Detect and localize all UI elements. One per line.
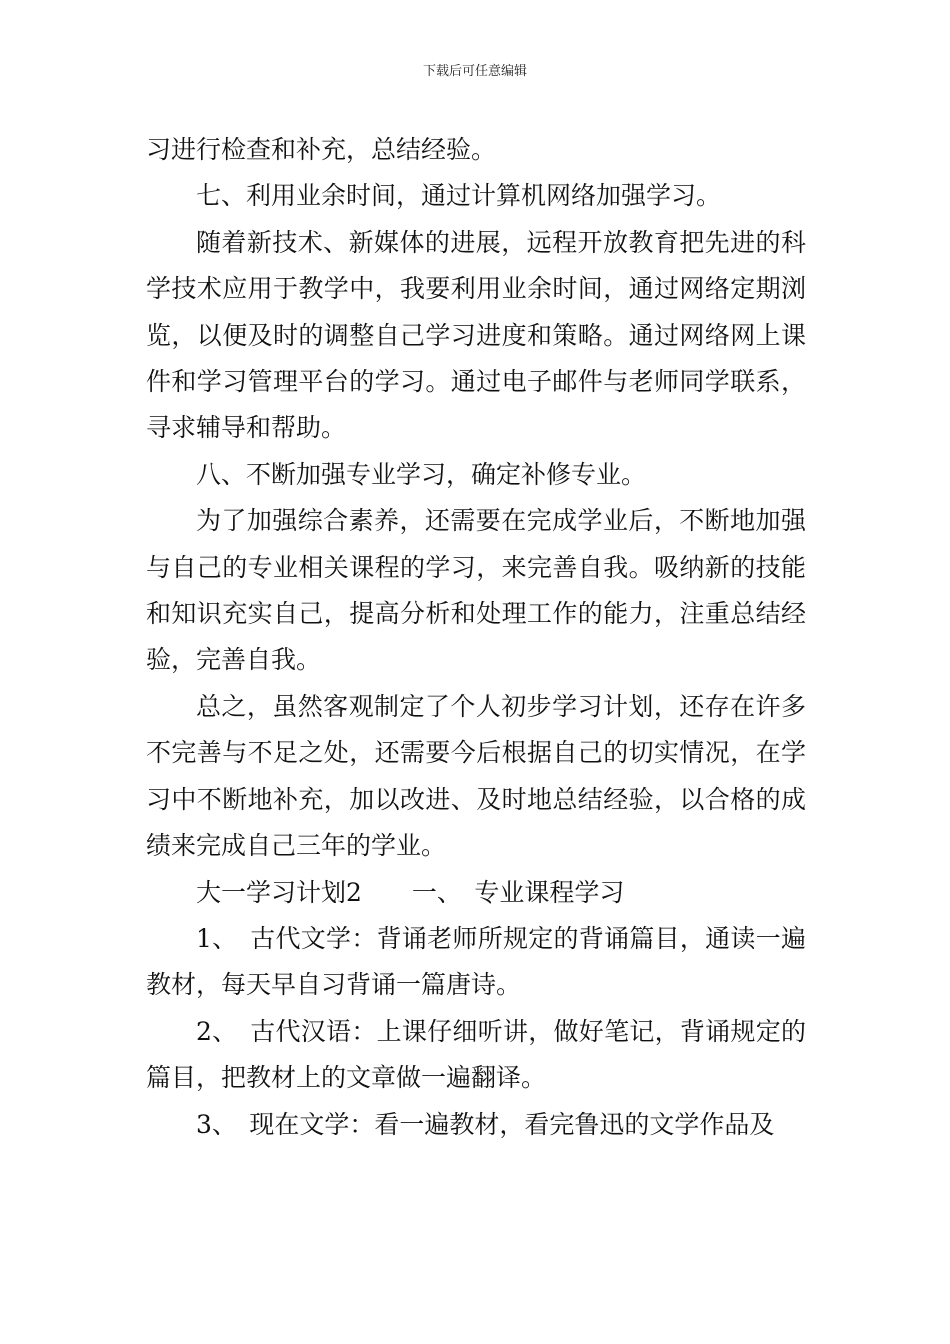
paragraph: 习进行检查和补充，总结经验。 <box>146 135 497 164</box>
page-header: 下载后可任意编辑 <box>422 64 527 79</box>
section-heading: 七、利用业余时间，通过计算机网络加强学习。 <box>196 181 722 211</box>
list-item: 1、 古代文学：背诵老师所规定的背诵篇目，通读一遍教材，每天早自习背诵一篇唐诗。 <box>146 923 806 1000</box>
body-text <box>146 127 806 1148</box>
list-item: 3、 现在文学：看一遍教材，看完鲁迅的文学作品及 <box>196 1109 775 1139</box>
paragraph: 随着新技术、新媒体的进展，远程开放教育把先进的科学技术应用于教学中，我要利用业余时间，通过网络定期浏览，以便及时的调整自己学习进度和策略。通过网络网上课件和学习管理平台的学习。通过电子邮件与老师同学联系，寻求辅导和帮助。 <box>146 227 806 443</box>
section-heading: 大一学习计划2 一、 专业课程学习 <box>196 877 625 907</box>
list-item: 2、 古代汉语：上课仔细听讲，做好笔记，背诵规定的篇目，把教材上的文章做一遍翻译。 <box>146 1016 806 1093</box>
section-heading: 八、不断加强专业学习，确定补修专业。 <box>196 459 647 489</box>
paragraph: 总之，虽然客观制定了个人初步学习计划，还存在许多不完善与不足之处，还需要今后根据自己的切实情况，在学习中不断地补充，加以改进、及时地总结经验，以合格的成绩来完成自己三年的学业。 <box>146 691 806 861</box>
paragraph: 为了加强综合素养，还需要在完成学业后，不断地加强与自己的专业相关课程的学习，来完善自我。吸纳新的技能和知识充实自己，提高分析和处理工作的能力，注重总结经验，完善自我。 <box>146 506 806 675</box>
